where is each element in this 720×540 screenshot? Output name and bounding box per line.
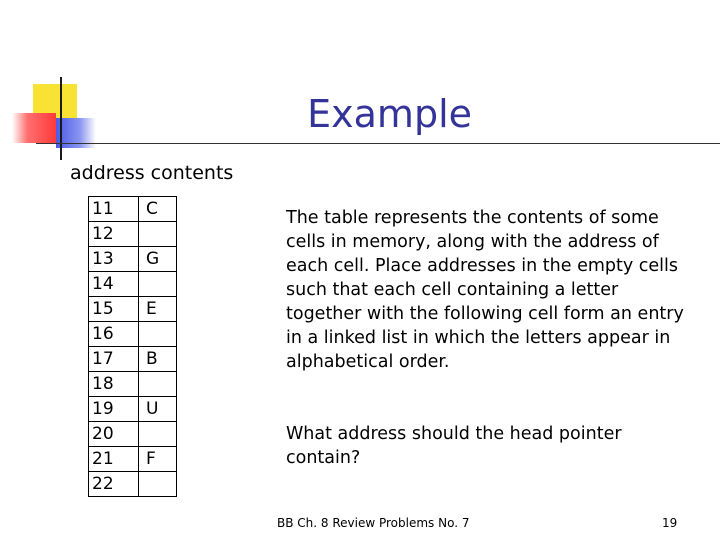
table-row	[89, 272, 177, 297]
contents-cell	[139, 372, 177, 397]
decorative-red-bar	[12, 113, 56, 143]
table-row	[89, 372, 177, 397]
contents-cell	[139, 422, 177, 447]
address-cell: 19	[89, 397, 139, 422]
slide-title: Example	[307, 92, 472, 136]
table-row	[89, 247, 177, 272]
contents-cell	[139, 322, 177, 347]
contents-cell: G	[139, 247, 177, 272]
address-cell: 20	[89, 422, 139, 447]
address-cell: 13	[89, 247, 139, 272]
table-row	[89, 347, 177, 372]
slide-number: 19	[662, 516, 678, 530]
contents-cell: F	[139, 447, 177, 472]
table-row	[89, 422, 177, 447]
address-cell: 14	[89, 272, 139, 297]
address-cell: 15	[89, 297, 139, 322]
slide-footer: BB Ch. 8 Review Problems No. 7	[277, 516, 470, 530]
address-cell: 18	[89, 372, 139, 397]
contents-cell: U	[139, 397, 177, 422]
decorative-vertical-line	[60, 77, 62, 160]
problem-question: What address should the head pointer contain?	[286, 424, 622, 468]
table-row	[89, 297, 177, 322]
contents-cell: B	[139, 347, 177, 372]
table-header-label: address contents	[70, 162, 234, 184]
problem-description: The table represents the contents of some cells in memory, along with the address of each cell. Place addresses in the empty cells such that each cell containing a letter together with the following cell form an entry in a linked list in which the letters appear in alphabetical order.	[286, 208, 684, 372]
address-cell: 21	[89, 447, 139, 472]
address-cell: 11	[89, 197, 139, 222]
contents-cell	[139, 272, 177, 297]
memory-table	[88, 196, 177, 497]
contents-cell: C	[139, 197, 177, 222]
table-row	[89, 322, 177, 347]
contents-cell	[139, 472, 177, 497]
address-cell: 16	[89, 322, 139, 347]
table-row	[89, 222, 177, 247]
contents-cell	[139, 222, 177, 247]
address-cell: 12	[89, 222, 139, 247]
address-cell: 17	[89, 347, 139, 372]
table-row	[89, 472, 177, 497]
contents-cell: E	[139, 297, 177, 322]
address-cell: 22	[89, 472, 139, 497]
table-row	[89, 447, 177, 472]
table-row	[89, 197, 177, 222]
title-divider-line	[36, 143, 720, 144]
table-row	[89, 397, 177, 422]
